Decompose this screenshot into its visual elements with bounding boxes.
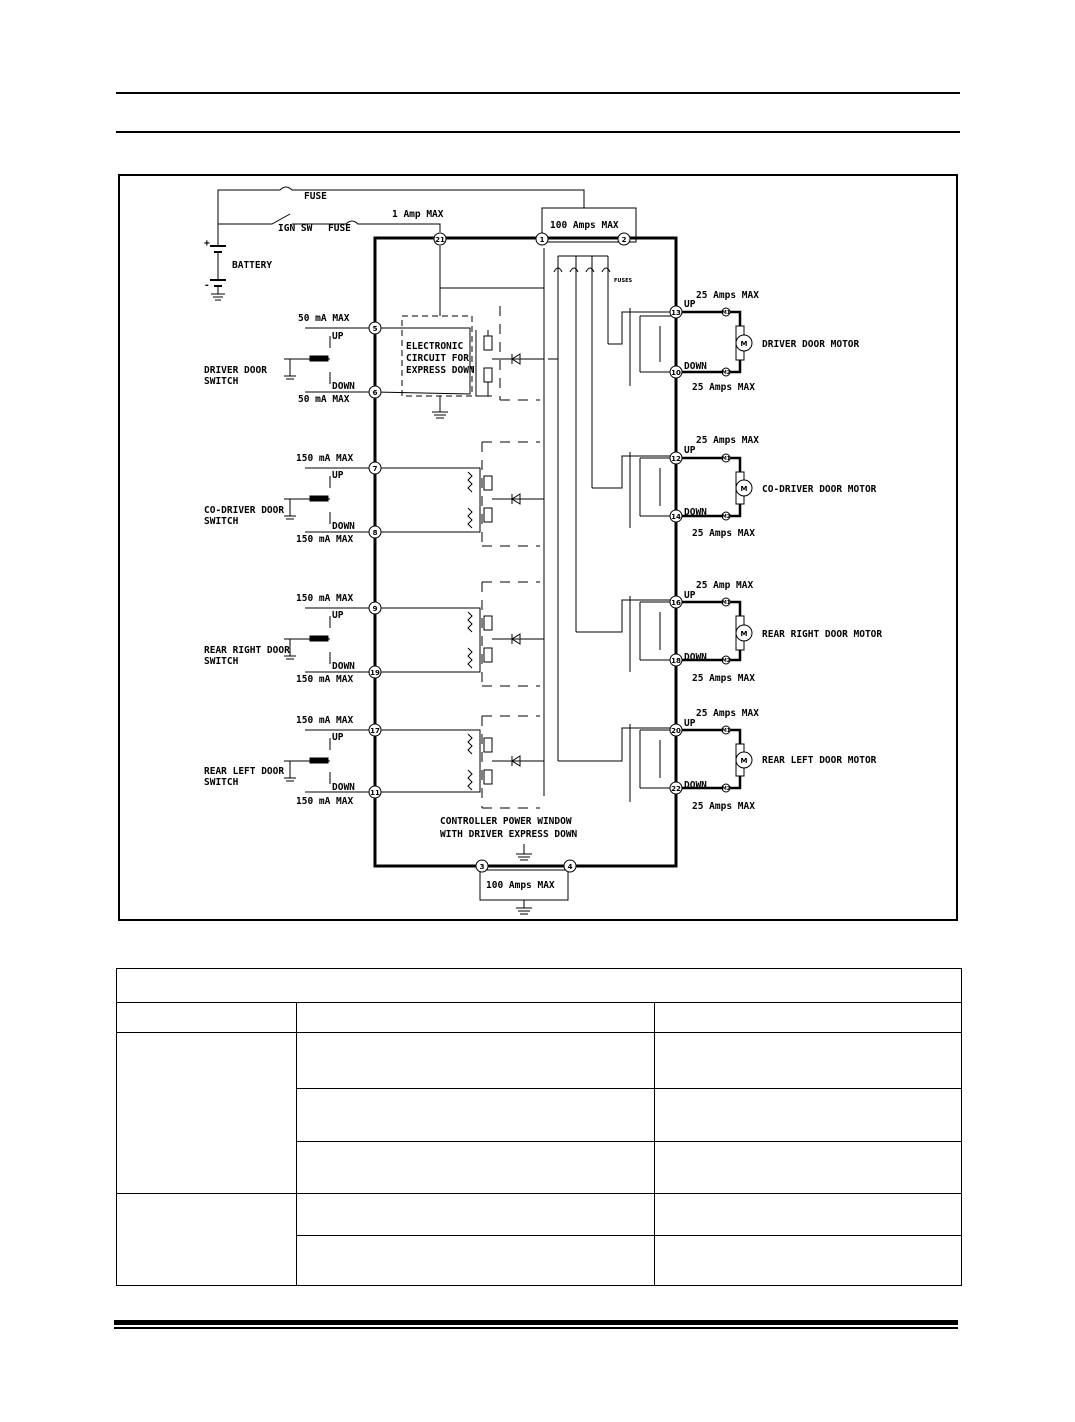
hundred-amps-top-label: 100 Amps MAX [550, 220, 619, 231]
rearright-motor-up: UP [684, 590, 696, 601]
driver-motor-m2: M2 [721, 370, 731, 376]
pin-3: 3 [479, 863, 485, 871]
table-cell [297, 1033, 655, 1089]
footer-rule-thin [114, 1327, 958, 1329]
rearleft-motor-up: UP [684, 718, 696, 729]
fuses-icon [554, 268, 610, 272]
table-cell [655, 1141, 962, 1193]
codriver-up-max: 150 mA MAX [296, 453, 354, 464]
rearright-motor-m: M [740, 630, 748, 638]
ign-fuse-wire [292, 221, 440, 232]
table-row [117, 1033, 962, 1089]
power-labels [204, 191, 632, 891]
pin-12: 12 [671, 455, 681, 463]
codriver-motor-m1: M1 [721, 456, 731, 462]
table-row [117, 1193, 962, 1235]
header-rule-top [116, 92, 960, 94]
driver-up-max: 50 mA MAX [298, 313, 350, 324]
rearright-up-max: 150 mA MAX [296, 593, 354, 604]
spec-table [116, 968, 962, 1286]
rearleft-down-label: DOWN [332, 782, 355, 793]
codriver-motor-up-max: 25 Amps MAX [696, 435, 759, 446]
driver-motor-down: DOWN [684, 361, 707, 372]
codriver-motor-m: M [740, 485, 748, 493]
pin-22: 22 [671, 785, 681, 793]
table-cell [655, 1033, 962, 1089]
rearleft-motor-m2: M2 [721, 786, 731, 792]
table-cell [655, 1235, 962, 1285]
table-cell [117, 1033, 297, 1193]
rearright-motor-m1: M1 [721, 600, 731, 606]
table-cell [297, 1193, 655, 1235]
table-title-row [117, 969, 962, 1003]
codriver-motor-name: CO-DRIVER DOOR MOTOR [762, 484, 877, 495]
one-amp-max-label: 1 Amp MAX [392, 209, 444, 220]
wiring-diagram-figure [118, 174, 958, 921]
rearright-motor-down-max: 25 Amps MAX [692, 673, 755, 684]
rearright-motor-m2: M2 [721, 658, 731, 664]
table-title [117, 969, 962, 1003]
controller-title-line-1: CONTROLLER POWER WINDOW [440, 816, 572, 827]
pin-6: 6 [372, 389, 378, 397]
header-rule-bottom [116, 131, 960, 133]
driver-down-max: 50 mA MAX [298, 394, 350, 405]
pin-labels [370, 236, 681, 871]
codriver-motor-down-max: 25 Amps MAX [692, 528, 755, 539]
pin-19: 19 [370, 669, 380, 677]
ign-fuse-label: FUSE [328, 223, 351, 234]
rearleft-motor-down-max: 25 Amps MAX [692, 801, 755, 812]
pin-1: 1 [539, 236, 545, 244]
rearright-down-max: 150 mA MAX [296, 674, 354, 685]
controller-box [372, 238, 676, 866]
table-header-row [117, 1003, 962, 1033]
driver-motor-name: DRIVER DOOR MOTOR [762, 339, 860, 350]
pin-2: 2 [621, 236, 627, 244]
pin-16: 16 [671, 599, 681, 607]
driver-switch-name-2: SWITCH [204, 376, 239, 387]
driver-switch-name-1: DRIVER DOOR [204, 365, 267, 376]
rearleft-switch-name-1: REAR LEFT DOOR [204, 766, 285, 777]
driver-down-label: DOWN [332, 381, 355, 392]
rearright-motor-up-max: 25 Amp MAX [696, 580, 754, 591]
rearright-up-label: UP [332, 610, 344, 621]
fuse-top-label: FUSE [304, 191, 327, 202]
rearleft-motor-m1: M1 [721, 728, 731, 734]
rearright-motor-name: REAR RIGHT DOOR MOTOR [762, 629, 883, 640]
footer-rule-thick [114, 1320, 958, 1325]
table-cell [297, 1235, 655, 1285]
pin-11: 11 [370, 789, 380, 797]
fuses-label: FUSES [614, 278, 633, 284]
pin-13: 13 [671, 309, 681, 317]
pin-18: 18 [671, 657, 681, 665]
pin-14: 14 [671, 513, 681, 521]
table-header-cell [117, 1003, 297, 1033]
express-circuit-line-1: ELECTRONIC [406, 341, 464, 352]
rearleft-down-max: 150 mA MAX [296, 796, 354, 807]
table-header-cell [655, 1003, 962, 1033]
rearleft-motor-m: M [740, 757, 748, 765]
table-cell [117, 1193, 297, 1285]
codriver-motor-m2: M2 [721, 514, 731, 520]
motor-labels [684, 290, 882, 812]
pin-circles [369, 233, 752, 872]
driver-motor-down-max: 25 Amps MAX [692, 382, 755, 393]
pin-7: 7 [372, 465, 378, 473]
codriver-motor-up: UP [684, 445, 696, 456]
rearleft-motor-down: DOWN [684, 780, 707, 791]
switch-labels [204, 313, 355, 807]
driver-motor-up-max: 25 Amps MAX [696, 290, 759, 301]
battery-ground-icon [211, 294, 225, 300]
wiring-diagram [120, 176, 960, 923]
codriver-switch-name-2: SWITCH [204, 516, 239, 527]
rearleft-motor-up-max: 25 Amps MAX [696, 708, 759, 719]
table-header-cell [297, 1003, 655, 1033]
express-circuit-line-2: CIRCUIT FOR [406, 353, 469, 364]
battery-plus-label: + [204, 238, 210, 249]
rearleft-switch-name-2: SWITCH [204, 777, 239, 788]
table-cell [297, 1141, 655, 1193]
pin-20: 20 [671, 727, 681, 735]
pin-10: 10 [671, 369, 681, 377]
driver-motor-m: M [740, 340, 748, 348]
rearleft-motor-name: REAR LEFT DOOR MOTOR [762, 755, 877, 766]
codriver-motor-down: DOWN [684, 507, 707, 518]
driver-motor-m1: M1 [721, 310, 731, 316]
rearright-down-label: DOWN [332, 661, 355, 672]
hundred-amps-bottom-label: 100 Amps MAX [486, 880, 555, 891]
rearright-switch-name-1: REAR RIGHT DOOR [204, 645, 290, 656]
table-cell [655, 1193, 962, 1235]
express-circuit-line-3: EXPRESS DOWN [406, 365, 475, 376]
pin-17: 17 [370, 727, 380, 735]
controller-title-line-2: WITH DRIVER EXPRESS DOWN [440, 829, 578, 840]
table-cell [297, 1089, 655, 1141]
pin-4: 4 [567, 863, 573, 871]
table-cell [655, 1089, 962, 1141]
codriver-up-label: UP [332, 470, 344, 481]
codriver-down-label: DOWN [332, 521, 355, 532]
ign-sw-label: IGN SW [278, 223, 313, 234]
driver-motor-up: UP [684, 299, 696, 310]
rearleft-up-label: UP [332, 732, 344, 743]
pin-9: 9 [372, 605, 378, 613]
pin-5: 5 [372, 325, 378, 333]
codriver-switch-name-1: CO-DRIVER DOOR [204, 505, 285, 516]
rearleft-up-max: 150 mA MAX [296, 715, 354, 726]
battery-minus-label: - [204, 280, 210, 291]
pin-21: 21 [435, 236, 445, 244]
codriver-down-max: 150 mA MAX [296, 534, 354, 545]
pin-8: 8 [372, 529, 378, 537]
rearright-switch-name-2: SWITCH [204, 656, 239, 667]
rearright-motor-down: DOWN [684, 652, 707, 663]
battery-label: BATTERY [232, 260, 273, 271]
driver-up-label: UP [332, 331, 344, 342]
